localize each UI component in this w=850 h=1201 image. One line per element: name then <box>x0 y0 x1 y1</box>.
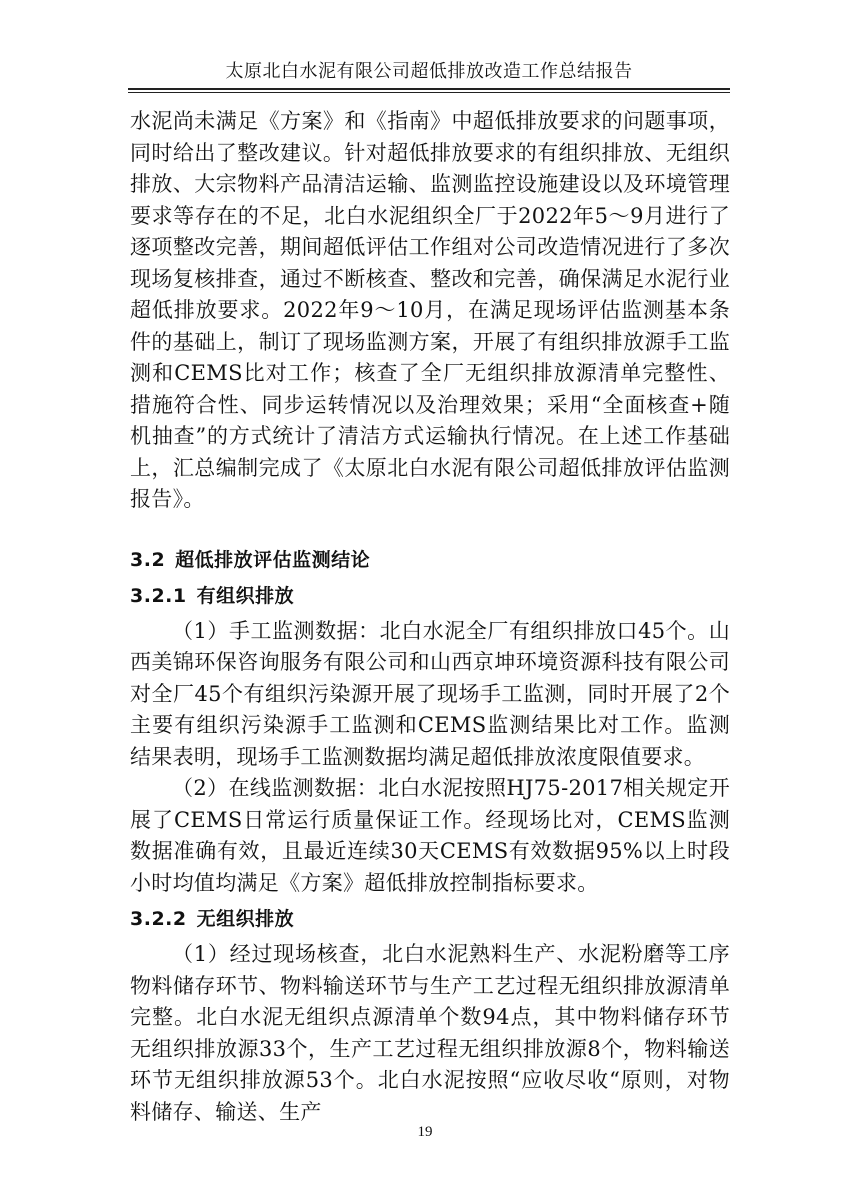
fugitive-emission-paragraph: （1）经过现场核查，北白水泥熟料生产、水泥粉磨等工序物料储存环节、物料输送环节与生产工艺过程无组织排放源清单完整。北白水泥无组织点源清单个数94点，其中物料储存环节无组织排放源33个，生产工艺过程无组织排放源8个，物料输送环节无组织排放源53个。北白水泥按照“应收尽收“原则，对物料储存、输送、生产 <box>130 942 730 1124</box>
section-3-2-2-heading <box>130 903 730 935</box>
document-body <box>130 106 730 1128</box>
section-3-2-2-number: 3.2.2 <box>130 908 187 930</box>
page-number: 19 <box>417 1124 433 1140</box>
section-3-2-title: 超低排放评估监测结论 <box>175 548 371 571</box>
section-3-2-1-number: 3.2.1 <box>130 584 187 607</box>
section-3-2-number: 3.2 <box>130 548 166 571</box>
header-rule-thick <box>128 88 730 90</box>
header-rule-thin <box>128 92 730 93</box>
section-3-2-2-title: 无组织排放 <box>196 908 295 930</box>
section-3-2-1-heading <box>130 580 730 612</box>
online-monitoring-paragraph: （2）在线监测数据：北白水泥按照HJ75-2017相关规定开展了CEMS日常运行质量保证工作。经现场比对，CEMS监测数据准确有效，且最近连续30天CEMS有效数据95%以上时段小时均值均满足《方案》超低排放控制指标要求。 <box>130 776 730 895</box>
section-3-2-1-title: 有组织排放 <box>196 584 295 607</box>
section-3-2-heading <box>130 544 730 576</box>
page-header-title: 太原北白水泥有限公司超低排放改造工作总结报告 <box>225 61 633 82</box>
manual-monitoring-paragraph: （1）手工监测数据：北白水泥全厂有组织排放口45个。山西美锦环保咨询服务有限公司和山西京坤环境资源科技有限公司对全厂45个有组织污染源开展了现场手工监测，同时开展了2个主要有组织污染源手工监测和CEMS监测结果比对工作。监测结果表明，现场手工监测数据均满足超低排放浓度限值要求。 <box>130 618 730 769</box>
intro-paragraph: 水泥尚未满足《方案》和《指南》中超低排放要求的问题事项，同时给出了整改建议。针对超低排放要求的有组织排放、无组织排放、大宗物料产品清洁运输、监测监控设施建设以及环境管理要求等存在的不足，北白水泥组织全厂于2022年5～9月进行了逐项整改完善，期间超低评估工作组对公司改造情况进行了多次现场复核排查，通过不断核查、整改和完善，确保满足水泥行业超低排放要求。2022年9～10月，在满足现场评估监测基本条件的基础上，制订了现场监测方案，开展了有组织排放源手工监测和CEMS比对工作；核查了全厂无组织排放源清单完整性、措施符合性、同步运转情况以及治理效果；采用“全面核查+随机抽查”的方式统计了清洁方式运输执行情况。在上述工作基础上，汇总编制完成了《太原北白水泥有限公司超低排放评估监测报告》。 <box>130 109 730 511</box>
